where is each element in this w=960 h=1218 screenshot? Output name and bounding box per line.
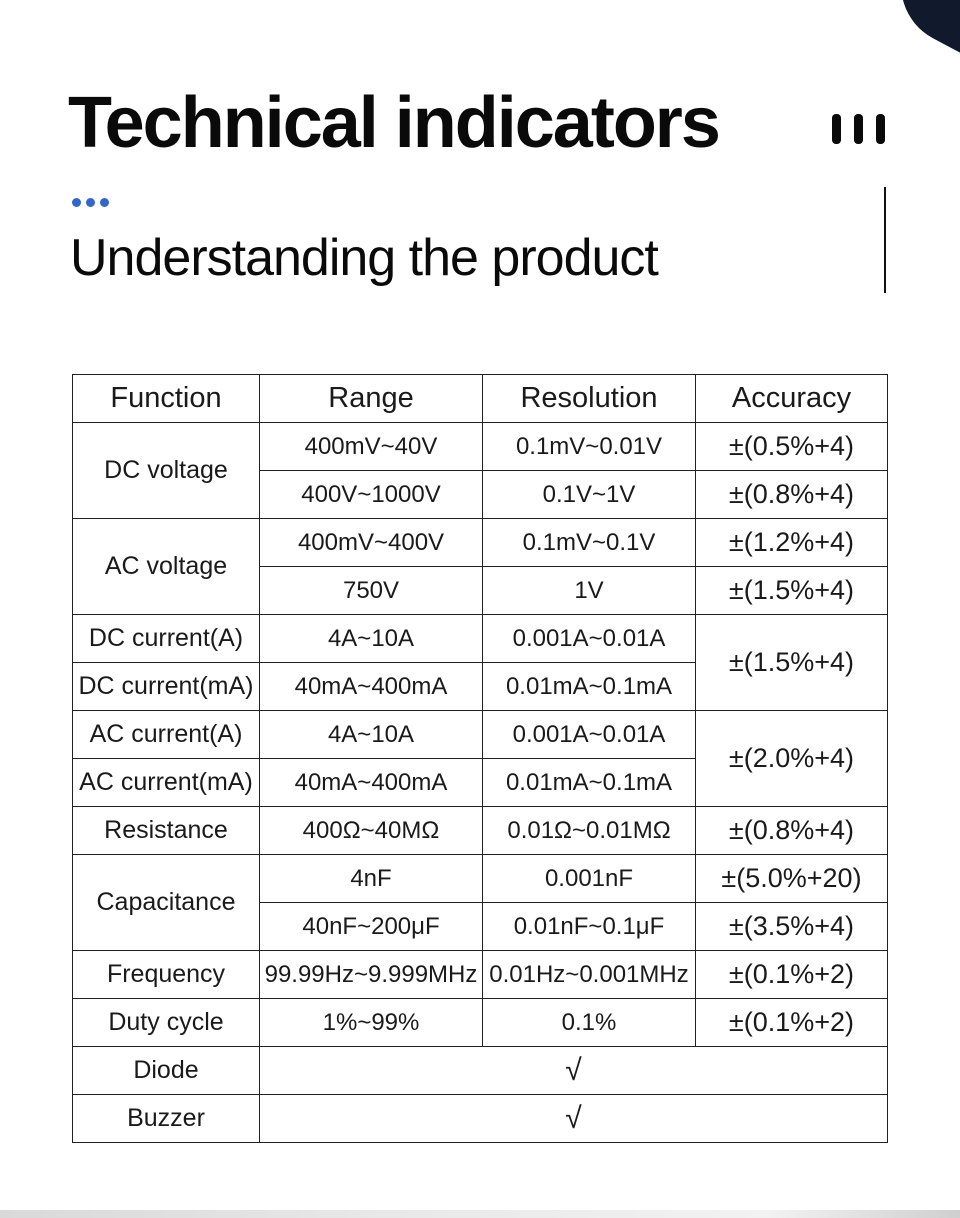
table-row [73,519,888,567]
bars-decoration-icon [832,114,885,144]
accuracy-cell: ±(0.5%+4) [696,423,888,471]
range-cell: 99.99Hz~9.999MHz [260,951,483,999]
corner-decoration [880,0,960,62]
resolution-cell: 0.1% [483,999,696,1047]
range-cell: 1%~99% [260,999,483,1047]
header-accuracy: Accuracy [696,375,888,423]
specifications-table [72,374,888,1143]
function-cell: Duty cycle [73,999,260,1047]
function-cell: Buzzer [73,1095,260,1143]
accuracy-cell: ±(1.5%+4) [696,615,888,711]
resolution-cell: 0.01nF~0.1μF [483,903,696,951]
function-cell: AC voltage [73,519,260,615]
range-cell: 4A~10A [260,711,483,759]
range-cell: 750V [260,567,483,615]
function-cell: AC current(mA) [73,759,260,807]
header-resolution: Resolution [483,375,696,423]
range-cell: 4A~10A [260,615,483,663]
accuracy-cell: ±(2.0%+4) [696,711,888,807]
resolution-cell: 0.001A~0.01A [483,711,696,759]
table-row [73,423,888,471]
page-subtitle: Understanding the product [70,229,658,287]
range-cell: 40mA~400mA [260,759,483,807]
dots-decoration-icon [72,198,109,207]
accuracy-cell: ±(0.8%+4) [696,471,888,519]
header-range: Range [260,375,483,423]
range-cell: 400V~1000V [260,471,483,519]
range-cell: 40mA~400mA [260,663,483,711]
table-row [73,999,888,1047]
resolution-cell: 0.001nF [483,855,696,903]
range-cell: 400mV~400V [260,519,483,567]
check-mark-icon: √ [260,1047,888,1095]
resolution-cell: 0.001A~0.01A [483,615,696,663]
resolution-cell: 0.1V~1V [483,471,696,519]
accuracy-cell: ±(0.8%+4) [696,807,888,855]
resolution-cell: 0.01mA~0.1mA [483,663,696,711]
accuracy-cell: ±(1.5%+4) [696,567,888,615]
resolution-cell: 0.01mA~0.1mA [483,759,696,807]
accuracy-cell: ±(0.1%+2) [696,999,888,1047]
vertical-divider [884,187,886,293]
table-row [73,855,888,903]
function-cell: Diode [73,1047,260,1095]
table-row [73,615,888,663]
range-cell: 400Ω~40MΩ [260,807,483,855]
table-row [73,711,888,759]
check-mark-icon: √ [260,1095,888,1143]
table-row [73,1095,888,1143]
accuracy-cell: ±(0.1%+2) [696,951,888,999]
page-title: Technical indicators [68,83,719,163]
function-cell: Capacitance [73,855,260,951]
resolution-cell: 0.01Ω~0.01MΩ [483,807,696,855]
function-cell: DC current(mA) [73,663,260,711]
resolution-cell: 0.01Hz~0.001MHz [483,951,696,999]
header-function: Function [73,375,260,423]
accuracy-cell: ±(1.2%+4) [696,519,888,567]
function-cell: Resistance [73,807,260,855]
resolution-cell: 0.1mV~0.01V [483,423,696,471]
table-row [73,807,888,855]
function-cell: DC voltage [73,423,260,519]
accuracy-cell: ±(3.5%+4) [696,903,888,951]
table-row [73,1047,888,1095]
range-cell: 40nF~200μF [260,903,483,951]
range-cell: 4nF [260,855,483,903]
function-cell: DC current(A) [73,615,260,663]
resolution-cell: 0.1mV~0.1V [483,519,696,567]
bottom-strip [0,1210,960,1218]
table-header-row [73,375,888,423]
accuracy-cell: ±(5.0%+20) [696,855,888,903]
function-cell: AC current(A) [73,711,260,759]
table-row [73,951,888,999]
resolution-cell: 1V [483,567,696,615]
range-cell: 400mV~40V [260,423,483,471]
function-cell: Frequency [73,951,260,999]
